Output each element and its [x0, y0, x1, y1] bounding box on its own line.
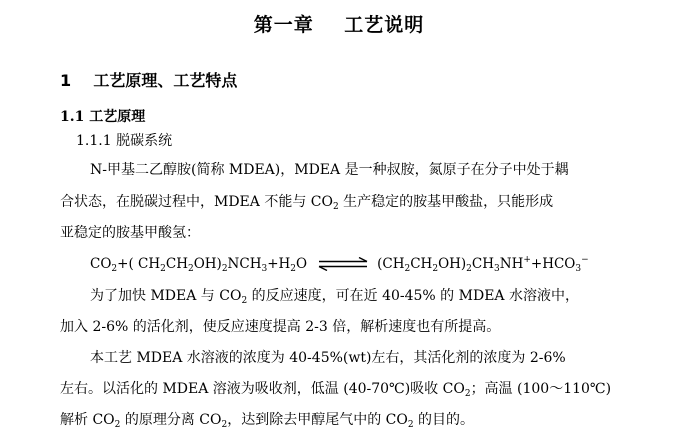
text-run: ，达到除去甲醇尾气中的 CO	[227, 412, 408, 428]
superscript: −	[581, 255, 589, 265]
paragraph-2-line-2: 加入 2-6% 的活化剂，使反应速度提高 2-3 倍，解析速度也有所提高。	[60, 319, 501, 335]
paragraph-1-line-2	[60, 193, 553, 211]
paragraph-3-line-1: 本工艺 MDEA 水溶液的浓度为 40-45%(wt)左右，其活化剂的浓度为 2-6%	[90, 350, 566, 366]
text-run: 的反应速度，可在近 40-45% 的 MDEA 水溶液中，	[247, 288, 579, 304]
chapter-title: 第一章 工艺说明	[253, 14, 425, 36]
text-run: 合状态，在脱碳过程中，MDEA 不能与 CO	[60, 194, 333, 210]
text-run: +( CH	[117, 256, 161, 272]
text-run: O	[296, 256, 308, 272]
subscript: 3	[261, 264, 268, 274]
text-run: OH)	[193, 256, 222, 272]
text-run: +HCO	[530, 256, 576, 272]
subscript: 2	[111, 264, 118, 274]
equation-right-side	[377, 255, 589, 273]
text-run: 解析 CO	[60, 412, 115, 428]
subscript: 2	[114, 420, 121, 430]
section-heading-1-1-1: 1.1.1 脱碳系统	[76, 133, 173, 149]
paragraph-3-line-3	[60, 411, 474, 429]
subscript: 2	[221, 420, 228, 430]
text-run: (CH	[377, 256, 405, 272]
paragraph-3-line-2	[60, 380, 611, 398]
subscript: 3	[575, 264, 582, 274]
paragraph-1-line-1: N-甲基二乙醇胺(简称 MDEA)，MDEA 是一种叔胺，氮原子在分子中处于耦	[90, 162, 569, 178]
subscript: 2	[464, 389, 471, 399]
text-run: NCH	[227, 256, 262, 272]
paragraph-1-line-3: 亚稳定的胺基甲酸氢：	[60, 225, 200, 241]
subscript: 2	[221, 264, 228, 274]
subscript: 2	[187, 264, 194, 274]
section-title: 工艺原理、工艺特点	[93, 71, 238, 90]
subscript: 2	[332, 202, 339, 212]
text-run: 生产稳定的胺基甲酸盐，只能形成	[338, 194, 554, 210]
subscript: 2	[407, 420, 414, 430]
subscript: 2	[241, 296, 248, 306]
text-run: NH	[499, 256, 524, 272]
subscript: 3	[494, 264, 500, 274]
chemical-equation	[90, 255, 589, 273]
subscript: 2	[290, 264, 297, 274]
paragraph-2-line-1	[90, 287, 579, 305]
text-run: 为了加快 MDEA 与 CO	[90, 288, 242, 304]
subsection-number: 1.1	[60, 109, 85, 125]
text-run: ；高温 (100～110℃)	[470, 381, 612, 397]
text-run: CH	[410, 256, 433, 272]
subscript: 2	[432, 264, 439, 274]
section-number: 1	[60, 71, 72, 90]
subscript: 2	[404, 264, 411, 274]
text-run: OH)	[438, 256, 467, 272]
text-run: 的原理分离 CO	[120, 412, 222, 428]
subscript: 2	[160, 264, 166, 274]
text-run: 左右。以活化的 MDEA 溶液为吸收剂，低温 (40-70℃)吸收 CO	[60, 381, 465, 397]
subsection-title: 工艺原理	[89, 109, 146, 125]
text-run: CH	[471, 256, 495, 272]
equilibrium-arrow-icon	[317, 257, 369, 271]
text-run: +H	[267, 256, 291, 272]
text-run: 的目的。	[413, 412, 475, 428]
section-heading-1-1	[60, 106, 145, 126]
section-heading-1	[60, 68, 237, 91]
subscript: 2	[466, 264, 472, 274]
text-run: CO	[90, 256, 112, 272]
superscript: +	[523, 255, 531, 265]
equation-left-side	[90, 255, 307, 273]
text-run: CH	[165, 256, 188, 272]
